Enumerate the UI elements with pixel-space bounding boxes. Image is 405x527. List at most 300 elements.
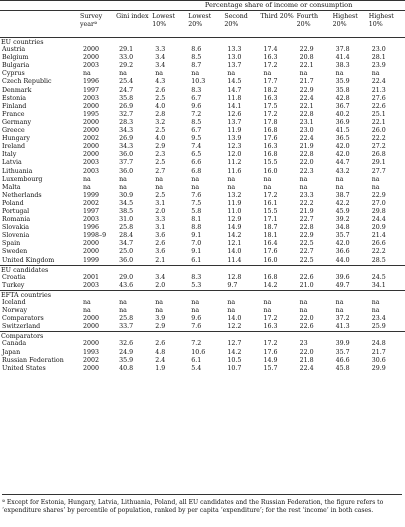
table-cell: 41.5 xyxy=(335,127,350,135)
table-cell: 18.2 xyxy=(263,86,278,94)
table-cell: 2.9 xyxy=(155,143,166,151)
table-cell: 5.8 xyxy=(191,207,202,215)
country-name: Spain xyxy=(2,240,21,248)
table-cell: 12.7 xyxy=(227,340,242,348)
table-cell: 2000 xyxy=(83,127,100,135)
table-cell: 40.8 xyxy=(119,364,134,372)
table-cell: 2.5 xyxy=(155,127,166,135)
column-header: Fourth 20% xyxy=(297,11,333,38)
country-name: Ireland xyxy=(2,143,26,151)
table-cell: 25.1 xyxy=(371,110,386,118)
table-cell: 35.7 xyxy=(335,348,350,356)
table-cell: 10.6 xyxy=(191,348,206,356)
column-header: Lowest 20% xyxy=(188,11,224,38)
country-name: Switzerland xyxy=(2,323,41,331)
table-cell: 1996 xyxy=(83,224,100,232)
table-cell: 22.6 xyxy=(371,102,386,110)
table-cell: na xyxy=(191,299,200,306)
table-cell: 20.8 xyxy=(299,54,314,62)
table-cell: 14.5 xyxy=(227,78,242,86)
table-cell: 25.8 xyxy=(119,315,134,323)
table-cell: na xyxy=(83,299,91,306)
table-row xyxy=(0,78,405,86)
country-name: Czech Republic xyxy=(2,78,52,86)
country-name: Canada xyxy=(2,340,27,348)
country-name: Estonia xyxy=(2,94,26,102)
table-row xyxy=(0,135,405,143)
column-header-row xyxy=(0,11,405,38)
table-cell: 2.4 xyxy=(155,356,166,364)
table-cell: na xyxy=(299,70,308,78)
table-cell: 21.0 xyxy=(299,281,314,289)
table-cell: 26.9 xyxy=(119,102,134,110)
table-cell: 21.7 xyxy=(371,348,386,356)
table-cell: 21.3 xyxy=(371,86,386,94)
table-cell: 43.6 xyxy=(119,281,134,289)
country-name: Hungary xyxy=(2,135,30,143)
table-cell: 29.9 xyxy=(371,364,386,372)
table-cell: 6.1 xyxy=(191,356,202,364)
table-cell: 24.8 xyxy=(371,340,386,348)
table-cell: 24.5 xyxy=(371,273,386,281)
table-cell: 10.7 xyxy=(227,364,242,372)
country-name: Romania xyxy=(2,216,31,224)
table-cell: 16.8 xyxy=(263,151,278,159)
table-cell: 22.1 xyxy=(299,102,314,110)
table-cell: 22.9 xyxy=(371,191,386,199)
country-name: Germany xyxy=(2,118,32,126)
table-cell: 16.4 xyxy=(263,240,278,248)
table-row xyxy=(0,192,405,200)
table-row xyxy=(0,357,405,365)
table-cell: 22.8 xyxy=(299,224,314,232)
table-cell: na xyxy=(83,307,91,315)
table-row xyxy=(0,240,405,248)
table-cell: 4.8 xyxy=(155,348,166,356)
table-row xyxy=(0,111,405,119)
country-name: Finland xyxy=(2,102,27,110)
table-cell: 8.3 xyxy=(191,86,202,94)
table-cell: 3.6 xyxy=(155,248,166,256)
country-name: United States xyxy=(2,364,46,372)
table-cell: 13.0 xyxy=(227,54,242,62)
table-cell: 7.6 xyxy=(191,323,202,331)
table-cell: 38.5 xyxy=(119,207,134,215)
table-cell: 2.5 xyxy=(155,159,166,167)
table-cell: 22.4 xyxy=(299,94,314,102)
table-cell: 2003 xyxy=(83,216,100,224)
table-cell: 36.0 xyxy=(119,151,134,159)
table-cell: 3.1 xyxy=(155,199,166,207)
table-cell: 17.7 xyxy=(263,78,278,86)
table-row xyxy=(0,127,405,135)
table-cell: 21.9 xyxy=(299,207,314,215)
table-cell: 15.5 xyxy=(263,207,278,215)
country-name: Turkey xyxy=(2,281,25,289)
table-cell: 2002 xyxy=(83,356,100,364)
table-cell: 5.4 xyxy=(191,364,202,372)
table-row xyxy=(0,159,405,167)
table-cell: 35.8 xyxy=(119,94,134,102)
table-cell: 36.9 xyxy=(335,118,350,126)
table-cell: 7.5 xyxy=(191,199,202,207)
table-cell: 4.3 xyxy=(155,78,166,86)
table-cell: 12.3 xyxy=(227,143,242,151)
table-cell: 2000 xyxy=(83,118,100,126)
table-cell: 26.6 xyxy=(371,240,386,248)
country-name: Poland xyxy=(2,199,24,207)
table-cell: 6.6 xyxy=(191,159,202,167)
table-cell: 16.8 xyxy=(263,127,278,135)
table-cell: 2.0 xyxy=(155,281,166,289)
table-cell: na xyxy=(335,175,344,183)
table-row xyxy=(0,62,405,70)
table-cell: 1997 xyxy=(83,86,100,94)
column-header: Third 20% xyxy=(260,11,296,38)
table-cell: 22.5 xyxy=(299,256,314,264)
country-name: Luxembourg xyxy=(2,175,43,183)
table-cell: 2.0 xyxy=(155,207,166,215)
table-cell: 27.0 xyxy=(371,199,386,207)
table-cell: 22.2 xyxy=(299,199,314,207)
table-cell: 26.9 xyxy=(119,135,134,143)
table-row xyxy=(0,232,405,240)
table-cell: 25.8 xyxy=(119,224,134,232)
table-cell: 13.7 xyxy=(227,118,242,126)
table-cell: 23.1 xyxy=(299,118,314,126)
group-header: Percentage share of income or consumption xyxy=(152,1,405,11)
table-cell: na xyxy=(227,175,236,183)
table-cell: 2003 xyxy=(83,281,100,289)
table-cell: 40.2 xyxy=(335,110,350,118)
table-cell: 12.8 xyxy=(227,273,242,281)
column-header: Survey yearª xyxy=(80,11,116,38)
country-name: Lithuania xyxy=(2,167,33,175)
country-name: Japan xyxy=(2,348,21,356)
table-cell: na xyxy=(371,175,380,183)
table-row xyxy=(0,46,405,54)
table-cell: 29.1 xyxy=(371,159,386,167)
country-name: United Kingdom xyxy=(2,256,55,264)
table-cell: 14.2 xyxy=(227,232,242,240)
table-cell: 2.7 xyxy=(155,167,166,175)
table-cell: 11.4 xyxy=(227,256,242,264)
table-cell: na xyxy=(119,307,127,315)
table-cell: 22.9 xyxy=(299,232,314,240)
table-cell: na xyxy=(119,183,127,191)
table-cell: 9.6 xyxy=(191,102,202,110)
table-cell: na xyxy=(119,299,127,306)
table-cell: 49.7 xyxy=(335,281,350,289)
table-cell: 29.1 xyxy=(119,46,134,54)
table-cell: 39.9 xyxy=(335,340,350,348)
table-cell: 14.2 xyxy=(227,348,242,356)
table-row xyxy=(0,70,405,78)
table-cell: 2002 xyxy=(83,135,100,143)
header-group-row xyxy=(0,1,405,11)
table-cell: 2003 xyxy=(83,62,100,70)
table-cell: 36.6 xyxy=(335,248,350,256)
table-cell: 37.8 xyxy=(335,46,350,54)
table-cell: 2.6 xyxy=(155,86,166,94)
table-row xyxy=(0,176,405,184)
section-title: EU countries xyxy=(1,38,44,46)
table-cell: 16.8 xyxy=(263,273,278,281)
table-row xyxy=(0,184,405,192)
column-header: Gini index xyxy=(116,11,152,38)
table-body xyxy=(0,38,405,373)
table-cell: 31.0 xyxy=(119,216,134,224)
table-cell: 28.5 xyxy=(371,256,386,264)
table-cell: na xyxy=(191,183,200,191)
table-row xyxy=(0,168,405,176)
table-cell: 29.0 xyxy=(119,273,134,281)
table-cell: 2.6 xyxy=(155,340,166,348)
table-cell: 2.1 xyxy=(155,256,166,264)
country-name: Portugal xyxy=(2,207,30,215)
country-name: Belgium xyxy=(2,54,29,62)
section-header-row xyxy=(0,290,405,299)
table-cell: 25.0 xyxy=(119,248,134,256)
country-name: Comparators xyxy=(2,315,44,323)
table-cell: 34.1 xyxy=(371,281,386,289)
table-cell: 2003 xyxy=(83,159,100,167)
section-header-row xyxy=(0,332,405,341)
table-cell: 7.0 xyxy=(191,240,202,248)
table-cell: 17.2 xyxy=(263,340,278,348)
country-name: Italy xyxy=(2,151,17,159)
table-cell: na xyxy=(227,299,236,306)
country-name: Croatia xyxy=(2,273,26,281)
table-cell: 3.9 xyxy=(155,315,166,323)
table-cell: 22.4 xyxy=(371,78,386,86)
table-cell: 5.3 xyxy=(191,281,202,289)
table-cell: 35.8 xyxy=(335,86,350,94)
table-cell: 42.2 xyxy=(335,199,350,207)
table-cell: 2002 xyxy=(83,199,100,207)
table-row xyxy=(0,365,405,373)
table-cell: 6.7 xyxy=(191,127,202,135)
table-cell: 3.1 xyxy=(155,224,166,232)
table-cell: 26.8 xyxy=(371,151,386,159)
table-cell: 3.4 xyxy=(155,54,166,62)
table-cell: 17.6 xyxy=(263,135,278,143)
table-cell: 17.8 xyxy=(263,118,278,126)
column-header-blank xyxy=(0,11,80,38)
table-cell: 2000 xyxy=(83,315,100,323)
table-cell: 14.9 xyxy=(263,356,278,364)
table-cell: 25.9 xyxy=(371,323,386,331)
table-cell: 14.2 xyxy=(263,281,278,289)
table-cell: 24.4 xyxy=(371,216,386,224)
table-cell: 22.0 xyxy=(299,348,314,356)
table-cell: 34.7 xyxy=(119,240,134,248)
table-cell: na xyxy=(191,307,200,315)
table-cell: 36.7 xyxy=(335,102,350,110)
table-cell: na xyxy=(227,307,236,315)
table-cell: 18.7 xyxy=(263,224,278,232)
table-cell: 41.3 xyxy=(335,323,350,331)
table-row xyxy=(0,119,405,127)
table-cell: 16.3 xyxy=(263,94,278,102)
table-cell: na xyxy=(263,307,272,315)
table-cell: 32.7 xyxy=(119,110,134,118)
table-cell: 24.7 xyxy=(119,86,134,94)
table-cell: 11.2 xyxy=(227,159,242,167)
table-cell: 22.4 xyxy=(299,364,314,372)
table-cell: 22.4 xyxy=(299,135,314,143)
table-cell: 28.4 xyxy=(119,232,134,240)
table-cell: 33.7 xyxy=(119,323,134,331)
table-cell: 24.9 xyxy=(119,348,134,356)
table-cell: 26.0 xyxy=(371,127,386,135)
table-cell: 14.7 xyxy=(227,86,242,94)
table-cell: 34.3 xyxy=(119,143,134,151)
table-cell: 17.6 xyxy=(263,248,278,256)
table-row xyxy=(0,103,405,111)
table-cell: 2.6 xyxy=(155,240,166,248)
table-cell: 23.0 xyxy=(299,127,314,135)
section-title: Comparators xyxy=(0,332,405,341)
table-cell: 16.3 xyxy=(263,54,278,62)
table-cell: na xyxy=(155,307,163,315)
table-cell: 2.3 xyxy=(155,151,166,159)
table-cell: 7.6 xyxy=(191,191,202,199)
table-cell: 17.6 xyxy=(263,348,278,356)
table-cell: na xyxy=(83,175,91,183)
table-cell: 35.9 xyxy=(119,356,134,364)
table-cell: 1993 xyxy=(83,348,100,356)
table-cell: 8.7 xyxy=(191,62,202,70)
table-cell: 42.0 xyxy=(335,240,350,248)
table-cell: na xyxy=(155,183,163,191)
table-row xyxy=(0,307,405,315)
section-header-row xyxy=(0,38,405,47)
table-cell: 21.7 xyxy=(299,78,314,86)
table-cell: 3.3 xyxy=(155,46,166,54)
table-cell: na xyxy=(371,299,380,306)
table-cell: na xyxy=(335,307,344,315)
table-cell: 15.7 xyxy=(263,364,278,372)
table-cell: 14.9 xyxy=(227,224,242,232)
table-cell: na xyxy=(335,299,344,306)
table-cell: 27.6 xyxy=(371,94,386,102)
table-cell: 39.6 xyxy=(335,273,350,281)
table-cell: 10.3 xyxy=(191,78,206,86)
table-cell: 27.7 xyxy=(371,167,386,175)
country-name: Netherlands xyxy=(2,191,42,199)
country-name: Slovakia xyxy=(2,224,30,232)
table-cell: 3.4 xyxy=(155,62,166,70)
table-row xyxy=(0,299,405,307)
table-row xyxy=(0,151,405,159)
table-cell: 43.2 xyxy=(335,167,350,175)
table-cell: 17.2 xyxy=(263,315,278,323)
table-cell: 8.1 xyxy=(191,216,202,224)
footnote: ª Except for Estonia, Hungary, Latvia, Lithuania, Poland, all EU candidates and the Russian Federation, the figure refers to ‘expenditure shares’ by percentile of population, ranked by per capita ‘expenditure’; for the rest ‘income’ in both cases. xyxy=(2,494,402,514)
table-cell: na xyxy=(191,70,200,78)
table-cell: 44.0 xyxy=(335,256,350,264)
country-name: Denmark xyxy=(2,86,32,94)
column-header: Highest 20% xyxy=(333,11,369,38)
table-cell: 2003 xyxy=(83,167,100,175)
table-row xyxy=(0,216,405,224)
table-cell: 3.3 xyxy=(155,216,166,224)
country-name: Russian Federation xyxy=(2,356,64,364)
table-cell: 21.8 xyxy=(299,356,314,364)
table-row xyxy=(0,349,405,357)
table-cell: 22.3 xyxy=(299,167,314,175)
table-cell: 23.4 xyxy=(371,315,386,323)
country-name: Latvia xyxy=(2,159,22,167)
table-row xyxy=(0,143,405,151)
country-name: Malta xyxy=(2,183,21,191)
table-cell: 22.6 xyxy=(299,273,314,281)
table-cell: 42.0 xyxy=(335,151,350,159)
table-cell: 45.9 xyxy=(335,207,350,215)
table-cell: na xyxy=(299,307,308,315)
table-cell: 7.2 xyxy=(191,110,202,118)
table-cell: 1995 xyxy=(83,110,100,118)
table-row xyxy=(0,95,405,103)
table-cell: 23 xyxy=(299,340,308,348)
table-cell: 13.3 xyxy=(227,46,242,54)
country-name: Cyprus xyxy=(2,70,25,78)
table-cell: 9.6 xyxy=(191,315,202,323)
table-cell: 22.0 xyxy=(299,315,314,323)
country-name: Slovenia xyxy=(2,232,30,240)
table-cell: 2.5 xyxy=(155,191,166,199)
table-cell: 22.5 xyxy=(299,240,314,248)
table-cell: 12.0 xyxy=(227,151,242,159)
table-cell: na xyxy=(227,183,236,191)
section-title: EFTA countries xyxy=(0,290,405,299)
table-cell: 2000 xyxy=(83,46,100,54)
table-cell: 22.9 xyxy=(299,46,314,54)
table-cell: na xyxy=(263,299,272,306)
table-cell: na xyxy=(227,70,236,78)
table-cell: 44.7 xyxy=(335,159,350,167)
table-cell: 41.4 xyxy=(335,54,350,62)
table-cell: 8.3 xyxy=(191,273,202,281)
table-cell: 17.4 xyxy=(263,46,278,54)
table-cell: na xyxy=(119,175,127,183)
table-cell: 37.2 xyxy=(335,315,350,323)
table-cell: 4.0 xyxy=(155,102,166,110)
table-cell: 22.6 xyxy=(299,323,314,331)
table-cell: na xyxy=(299,175,308,183)
table-cell: 33.0 xyxy=(119,54,134,62)
table-cell: 22.1 xyxy=(299,62,314,70)
table-cell: 11.8 xyxy=(227,94,242,102)
table-cell: 22.2 xyxy=(371,248,386,256)
country-name: Greece xyxy=(2,127,25,135)
table-cell: 12.6 xyxy=(227,110,242,118)
table-cell: 22.8 xyxy=(299,110,314,118)
table-cell: na xyxy=(371,183,380,191)
table-cell: 13.2 xyxy=(227,191,242,199)
section-header-row xyxy=(0,265,405,274)
table-cell: 6.5 xyxy=(191,151,202,159)
table-cell: 28.3 xyxy=(119,118,134,126)
table-cell: 30.9 xyxy=(119,191,134,199)
table-cell: 3.2 xyxy=(155,118,166,126)
table-cell: na xyxy=(263,175,272,183)
table-cell: 25.4 xyxy=(119,78,134,86)
column-header: Lowest 10% xyxy=(152,11,188,38)
table-cell: 39.2 xyxy=(335,216,350,224)
table-cell: 38.7 xyxy=(335,191,350,199)
